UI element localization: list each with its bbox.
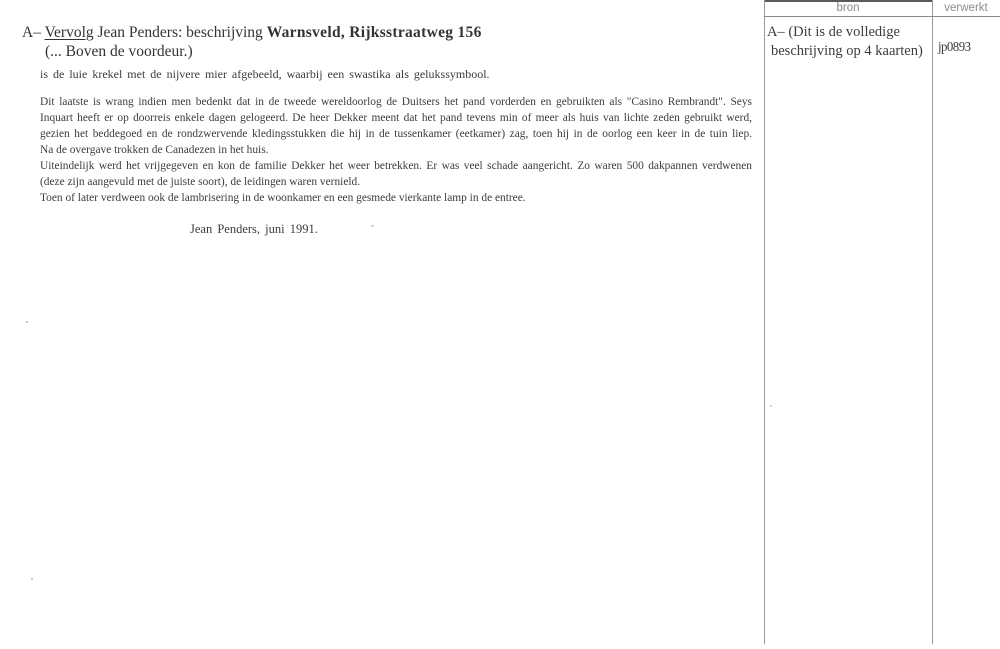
title-address-bold: Warnsveld, Rijksstraatweg 156 (266, 24, 482, 41)
body-line: Dit laatste is wrang indien men bedenkt dat in de tweede wereldoorlog de Duitsers het pand vorderden en gebruikten als "Casino Rembrandt". Seys (40, 96, 752, 108)
column-header-bron: bron (836, 2, 860, 14)
document-subtitle: (... Boven de voordeur.) (45, 43, 193, 60)
scan-speck (371, 225, 374, 227)
body-line: Toen of later verdween ook de lambrisering in de woonkamer en een gesmede vierkante lamp in de entree. (40, 192, 526, 204)
scan-speck (31, 578, 33, 580)
signature-line: Jean Penders, juni 1991. (190, 222, 318, 236)
body-line: Inquart heeft er op doorreis enkele dagen gelogeerd. De heer Dekker meent dat het pand tevens min of meer als huis van lichte zeden gebruikt werd, (40, 112, 752, 124)
body-line: Uiteindelijk werd het vrijgegeven en kon de familie Dekker het weer betrekken. Er was veel schade aangericht. Zo waren 500 dakpannen verdwenen (40, 160, 752, 172)
table-header-rule (764, 16, 1000, 17)
table-vertical-line-right (932, 0, 933, 644)
scan-speck (26, 321, 28, 323)
bron-note (767, 23, 931, 60)
body-line: Na de overgave trokken de Canadezen in het huis. (40, 144, 269, 156)
body-line: gezien het beddegoed en de rondzwervende kledingsstukken die hij in de tussenkamer (eetkamer) zag, toen hij in de oorlog een keer in de tuin liep. (40, 128, 752, 140)
title-prefix: A– (22, 24, 41, 41)
title-vervolg-underlined: Vervolg (44, 24, 94, 41)
table-vertical-line-left (764, 0, 765, 644)
bron-note-line: beschrijving op 4 kaarten) (771, 42, 923, 59)
title-middle: Jean Penders: beschrijving (97, 24, 263, 41)
intro-line: is de luie krekel met de nijvere mier afgebeeld, waarbij een swastika als gelukssymbool. (40, 67, 490, 81)
body-paragraphs (40, 94, 752, 206)
scan-speck (770, 405, 772, 407)
document-title (22, 23, 482, 43)
body-line: (deze zijn aangevuld met de juiste soort), de leidingen waren vernield. (40, 176, 361, 188)
bron-note-line: A– (Dit is de volledige (767, 24, 900, 40)
column-header-verwerkt: verwerkt (944, 2, 988, 14)
verwerkt-code: jp0893 (938, 40, 971, 55)
